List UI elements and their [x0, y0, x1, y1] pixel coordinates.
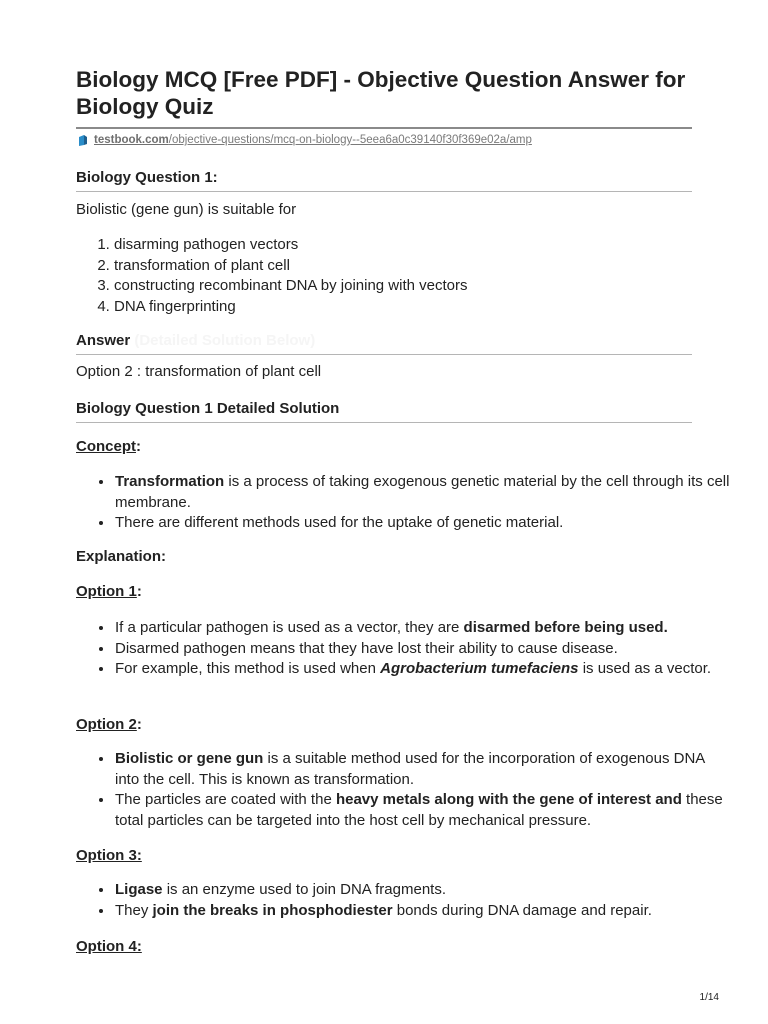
list-item	[114, 749, 730, 790]
question-divider	[76, 191, 692, 192]
bold-term: join the breaks in phosphodiester	[152, 901, 393, 919]
bold-term: disarmed before being used.	[463, 619, 668, 636]
option-item: 1. disarming pathogen vectors	[114, 235, 730, 256]
url-host[interactable]: testbook.com	[94, 134, 169, 146]
list-item	[114, 790, 730, 831]
option1-heading	[76, 583, 142, 600]
item-text: is a process of taking exogenous genetic material by the cell through its cell membrane.	[115, 473, 730, 511]
page-number: 1/14	[699, 992, 719, 1003]
title-divider	[76, 127, 692, 129]
concept-colon: :	[136, 438, 141, 455]
option1-list	[76, 618, 730, 680]
answer-label: Answer	[76, 332, 131, 349]
option-item: 2. transformation of plant cell	[114, 256, 730, 277]
item-text: these total particles can be targeted into the host cell by mechanical pressure.	[115, 791, 723, 829]
concept-heading	[76, 438, 141, 455]
list-item	[114, 472, 730, 513]
answer-divider	[76, 354, 692, 355]
item-text: bonds during DNA damage and repair.	[392, 901, 652, 919]
concept-label: Concept	[76, 438, 136, 455]
option3-list	[76, 880, 730, 921]
question-text: Biolistic (gene gun) is suitable for	[76, 201, 297, 218]
answer-heading	[76, 332, 315, 349]
option1-colon: :	[136, 583, 142, 600]
list-item	[114, 659, 730, 680]
bold-term: Ligase	[115, 881, 163, 898]
list-item	[114, 901, 730, 922]
option4-heading: Option 4:	[76, 938, 142, 955]
concept-list	[76, 472, 730, 534]
explanation-heading: Explanation:	[76, 548, 167, 565]
question-heading: Biology Question 1:	[76, 169, 218, 186]
option-item: 4. DNA fingerprinting	[114, 297, 730, 318]
source-url[interactable]	[76, 133, 532, 147]
list-item	[114, 513, 730, 534]
bold-term: Biolistic or gene gun	[115, 750, 264, 767]
item-text: They	[115, 901, 153, 919]
option2-list	[76, 749, 730, 831]
list-item	[114, 618, 730, 639]
item-text: There are different methods used for the uptake of genetic material.	[115, 514, 564, 531]
bold-term: heavy metals along with the gene of interest and	[335, 791, 682, 808]
item-text: is an enzyme used to join DNA fragments.	[162, 881, 447, 898]
item-text: The particles are coated with the	[115, 791, 336, 808]
testbook-logo-icon	[76, 133, 90, 147]
item-text: is used as a vector.	[578, 660, 712, 677]
option3-heading: Option 3:	[76, 847, 142, 864]
solution-heading: Biology Question 1 Detailed Solution	[76, 400, 340, 417]
option-item: 3. constructing recombinant DNA by joining with vectors	[114, 276, 730, 297]
item-text: For example, this method is used when	[115, 660, 381, 677]
option1-label: Option 1	[76, 583, 137, 600]
bold-term: Transformation	[115, 473, 225, 490]
option2-heading	[76, 716, 142, 733]
option2-colon: :	[136, 716, 142, 733]
list-item: • Disarmed pathogen means that they have lost their ability to cause disease.	[114, 639, 730, 660]
solution-divider	[76, 422, 692, 423]
answer-text: Option 2 : transformation of plant cell	[76, 363, 322, 380]
item-text: is a suitable method used for the incorporation of exogenous DNA into the cell. This is known as transformation.	[115, 750, 705, 788]
item-text: If a particular pathogen is used as a vector, they are	[115, 619, 464, 636]
question-options	[76, 235, 730, 317]
list-item	[114, 880, 730, 901]
page-title: Biology MCQ [Free PDF] - Objective Question Answer for Biology Quiz	[76, 67, 686, 119]
species-name: Agrobacterium tumefaciens	[380, 660, 579, 677]
url-path[interactable]: /objective-questions/mcq-on-biology--5eea6a0c39140f30f369e02a/amp	[168, 134, 532, 146]
answer-hidden-note: (Detailed Solution Below)	[134, 332, 316, 349]
option2-label: Option 2	[76, 716, 137, 733]
